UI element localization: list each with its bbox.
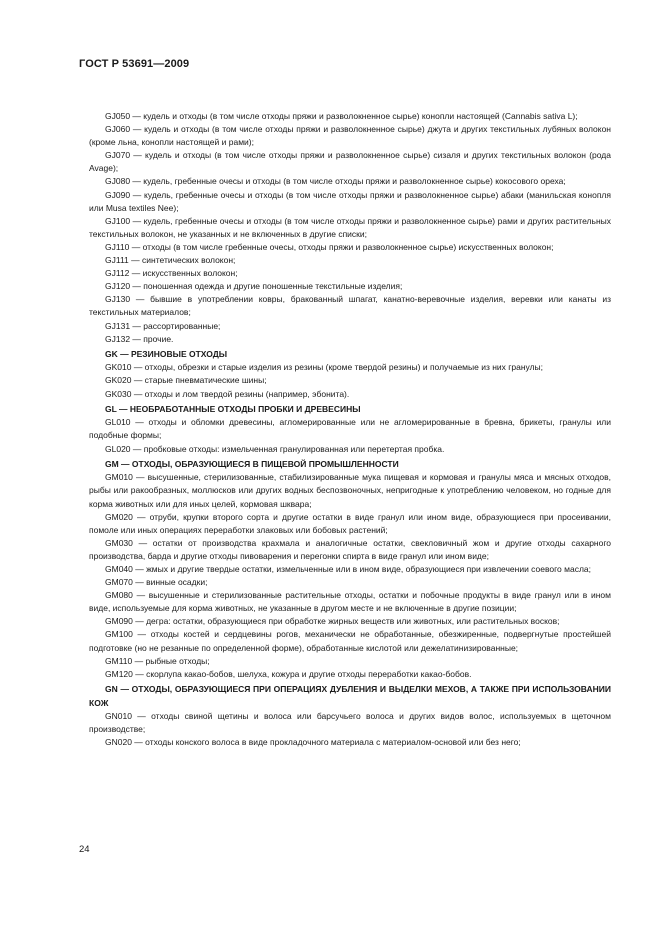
list-item: GJ131 — рассортированные; — [105, 320, 221, 331]
list-item: GJ050 — кудель и отходы (в том числе отходы пряжи и разволокненное сырье) конопли настоящей (Cannabis sativa L); — [105, 111, 578, 121]
list-item: GJ120 — поношенная одежда и другие поношенные текстильные изделия; — [105, 281, 403, 292]
list-item: GJ111 — синтетических волокон; — [105, 255, 236, 266]
document-body — [89, 110, 611, 749]
list-item: GJ090 — кудель, гребенные очесы и отходы (в том числе отходы пряжи и разволокненное сырье) абаки (манильская конопля или Musa textiles Nee); — [89, 189, 611, 213]
list-item: GJ100 — кудель, гребенные очесы и отходы (в том числе отходы пряжи и разволокненное сырье) рами и других растительных текстильных волокон, не указанных и не включенных в другие списки; — [89, 215, 611, 239]
list-item: GJ132 — прочие. — [105, 333, 174, 344]
list-item: GM100 — отходы костей и сердцевины рогов, механически не обработанные, обезжиренные, подвергнутые простейшей подготовке (но не резанные по определенной форме), обработанные кислотой или дежелатинизированные; — [89, 629, 611, 653]
list-item: GK030 — отходы и лом твердой резины (например, эбонита). — [105, 388, 350, 399]
section-heading: GL — НЕОБРАБОТАННЫЕ ОТХОДЫ ПРОБКИ И ДРЕВЕСИНЫ — [105, 404, 361, 415]
list-item: GN010 — отходы свиной щетины и волоса или барсучьего волоса и других видов волос, используемых в щеточном производстве; — [89, 710, 611, 734]
list-item: GM110 — рыбные отходы; — [105, 655, 210, 666]
list-item: GL010 — отходы и обломки древесины, агломерированные или не агломерированные в бревна, брикеты, гранулы или подобные формы; — [89, 417, 611, 441]
list-item: GL020 — пробковые отходы: измельченная гранулированная или перетертая пробка. — [105, 443, 445, 454]
section-heading: GK — РЕЗИНОВЫЕ ОТХОДЫ — [105, 349, 228, 360]
list-item: GK020 — старые пневматические шины; — [105, 375, 267, 386]
list-item: GM080 — высушенные и стерилизованные растительные отходы, остатки и побочные продукты в виде гранул или в ином виде, используемые для корма животных, не указанные в другом месте и не включенные в другие позиции; — [89, 590, 611, 614]
list-item: GJ110 — отходы (в том числе гребенные очесы, отходы пряжи и разволокненное сырье) искусственных волокон; — [105, 241, 554, 252]
list-item: GJ130 — бывшие в употреблении ковры, бракованный шпагат, канатно-веревочные изделия, веревки или канаты из текстильных материалов; — [89, 294, 611, 318]
list-item: GM030 — остатки от производства крахмала и аналогичные остатки, свекловичный жом и другие отходы сахарного производства, барда и другие отходы пивоварения и перегонки спирта в виде гранул или ином виде; — [89, 537, 611, 561]
list-item: GK010 — отходы, обрезки и старые изделия из резины (кроме твердой резины) и получаемые из них гранулы; — [105, 362, 544, 373]
list-item: GM040 — жмых и другие твердые остатки, измельченные или в ином виде, образующиеся при извлечении соевого масла; — [105, 563, 592, 574]
list-item: GJ070 — кудель и отходы (в том числе отходы пряжи и разволокненное сырье) сизаля и других текстильных волокон (рода Avage); — [89, 150, 611, 174]
list-item: GM020 — отруби, крупки второго сорта и другие остатки в виде гранул или ином виде, образующиеся при просеивании, помоле или иных операциях переработки злаковых или бобовых растений; — [89, 511, 611, 535]
list-item: GM090 — дегра: остатки, образующиеся при обработке жирных веществ или животных, или растительных восков; — [105, 616, 560, 627]
list-item: GM120 — скорлупа какао-бобов, шелуха, кожура и другие отходы переработки какао-бобов. — [105, 668, 472, 679]
section-heading: GM — ОТХОДЫ, ОБРАЗУЮЩИЕСЯ В ПИЩЕВОЙ ПРОМЫШЛЕННОСТИ — [105, 459, 399, 470]
list-item: GJ080 — кудель, гребенные очесы и отходы (в том числе отходы пряжи и разволокненное сырье) кокосового ореха; — [105, 176, 566, 187]
list-item: GM010 — высушенные, стерилизованные, стабилизированные мука пищевая и кормовая и гранулы мяса и мясных отходов, рыбы или ракообразных, моллюсков или других водных беспозвоночных, непригодные к употреблению человеком, но годные для корма животных или для иных целей, кормовая шквара; — [89, 472, 611, 509]
page-number: 24 — [79, 844, 90, 855]
list-item: GJ112 — искусственных волокон; — [105, 268, 238, 279]
list-item: GM070 — винные осадки; — [105, 577, 208, 588]
document-header: ГОСТ Р 53691—2009 — [79, 58, 190, 70]
list-item: GN020 — отходы конского волоса в виде прокладочного материала с материалом-основой или без него; — [105, 736, 521, 747]
list-item: GJ060 — кудель и отходы (в том числе отходы пряжи и разволокненное сырье) джута и других текстильных лубяных волокон (кроме льна, конопли настоящей и рами); — [89, 124, 611, 148]
section-heading: GN — ОТХОДЫ, ОБРАЗУЮЩИЕСЯ ПРИ ОПЕРАЦИЯХ ДУБЛЕНИЯ И ВЫДЕЛКИ МЕХОВ, А ТАКЖЕ ПРИ ИСПОЛЬЗОВАНИИ КОЖ — [89, 684, 611, 708]
